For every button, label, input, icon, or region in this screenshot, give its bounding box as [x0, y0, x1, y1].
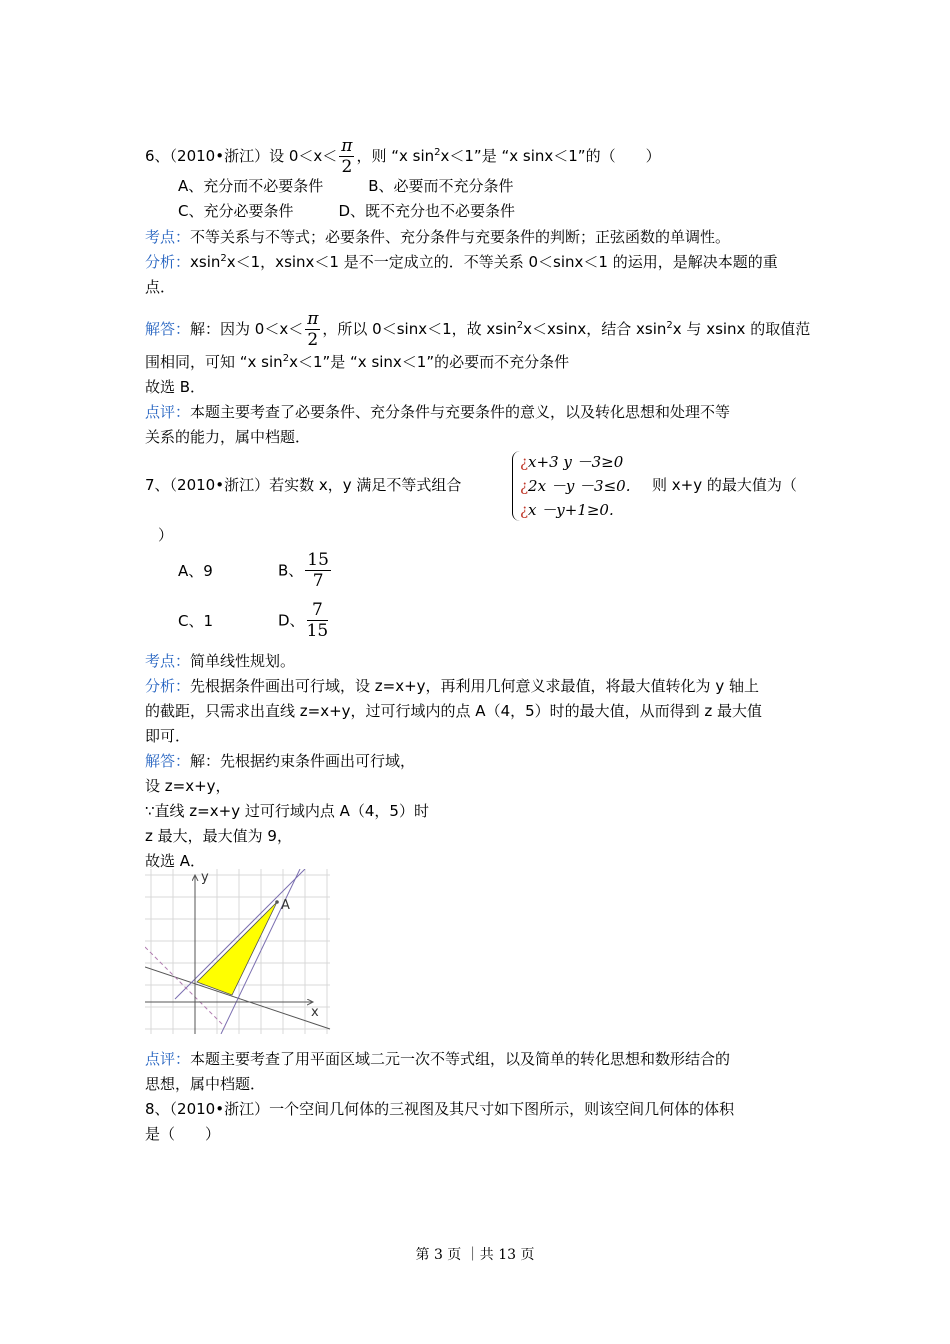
q7-stem-close: ）	[158, 526, 174, 544]
q6-dianping: 点评：本题主要考查了必要条件、充分条件与充要条件的意义，以及转化思想和处理不等	[145, 403, 731, 421]
q7-kaodian: 考点：简单线性规划。	[145, 652, 296, 670]
q6-dianping-cont: 关系的能力，属中档题．	[145, 428, 311, 446]
y-axis-label: y	[201, 870, 209, 885]
q8-stem: 8、（2010•浙江）一个空间几何体的三视图及其尺寸如下图所示，则该空间几何体的体积	[145, 1100, 735, 1118]
q7-option-b: B、 $\frac{15}{7}$	[278, 550, 329, 591]
feasible-region	[197, 902, 277, 995]
q7-jieda-line3: ∵直线 z=x+y 过可行域内点 A（4，5）时	[145, 802, 429, 820]
q7-stem: 7、（2010•浙江）若实数 x，y 满足不等式组合	[145, 476, 462, 494]
q6-jieda-line2: 围相同，可知 “x $\sin^2x<1$”是 “x sinx＜1”的必要而不充分条件	[145, 353, 570, 371]
q7-jieda: 解答：解：先根据约束条件画出可行域，	[145, 752, 416, 770]
q6-options-ab: A、充分而不必要条件 B、必要而不充分条件	[178, 177, 514, 195]
q6-fenxi: 分析：xsin$^2$x＜1，xsinx＜1 是不一定成立的．不等关系 0＜sinx＜1 的运用，是解决本题的重	[145, 253, 778, 271]
q7-jieda-line2: 设 z=x+y，	[145, 777, 231, 795]
feasible-region-graph	[145, 869, 335, 1034]
pi-over-2: $\frac{\pi}{2}$	[341, 136, 353, 177]
q6-answer: 故选 B．	[145, 378, 206, 396]
q6-options-cd: C、充分必要条件 D、既不充分也不必要条件	[178, 202, 516, 220]
x-axis-label: x	[311, 1005, 319, 1020]
q6-jieda: 解答：解：因为 0＜x＜ $\frac{\pi}{2}$ ，所以 0＜sinx＜1，故 xsin$^2$x＜xsinx，结合 xsin$^2$x 与 xsinx 的取值范	[145, 309, 811, 350]
q6-kaodian: 考点：不等关系与不等式；必要条件、充分条件与充要条件的判断；正弦函数的单调性。	[145, 228, 731, 246]
q7-jieda-line4: z 最大，最大值为 9，	[145, 827, 292, 845]
system-row-2: ¿2x －y －3≤0.	[520, 477, 631, 495]
q7-option-c: C、1	[178, 612, 214, 630]
q7-option-d: D、 $\frac{7}{15}$	[278, 600, 329, 641]
q7-stem-tail: 则 x+y 的最大值为（	[652, 476, 797, 494]
system-row-3: ¿x －y+1≥0.	[520, 501, 614, 519]
q7-dianping-cont: 思想，属中档题．	[145, 1075, 266, 1093]
page-footer: 第 3 页 ｜共 13 页	[415, 1247, 535, 1263]
q7-fenxi-line2: 的截距，只需求出直线 z=x+y，过可行域内的点 A（4，5）时的最大值，从而得到 z 最大值	[145, 702, 763, 720]
q6-stem: 6、（2010•浙江）设 0＜x＜ $\frac{\pi}{2}$ ，则 “x $\sin^2x<1$”是 “x sinx＜1”的（ ）	[145, 136, 661, 177]
system-row-1: ¿x+3 y －3≥0	[520, 453, 624, 471]
q7-fenxi-line3: 即可．	[145, 727, 191, 745]
inequality-system	[512, 451, 652, 523]
q7-dianping: 点评：本题主要考查了用平面区域二元一次不等式组，以及简单的转化思想和数形结合的	[145, 1050, 731, 1068]
q7-fenxi: 分析：先根据条件画出可行域，设 z=x+y，再利用几何意义求最值，将最大值转化为 y 轴上	[145, 677, 759, 695]
q6-fenxi-cont: 点．	[145, 278, 176, 296]
q8-stem-cont: 是（ ）	[145, 1125, 221, 1143]
point-a	[275, 900, 279, 904]
point-a-label: A	[281, 898, 290, 913]
q7-option-a: A、9	[178, 562, 213, 580]
q7-answer: 故选 A．	[145, 852, 206, 870]
